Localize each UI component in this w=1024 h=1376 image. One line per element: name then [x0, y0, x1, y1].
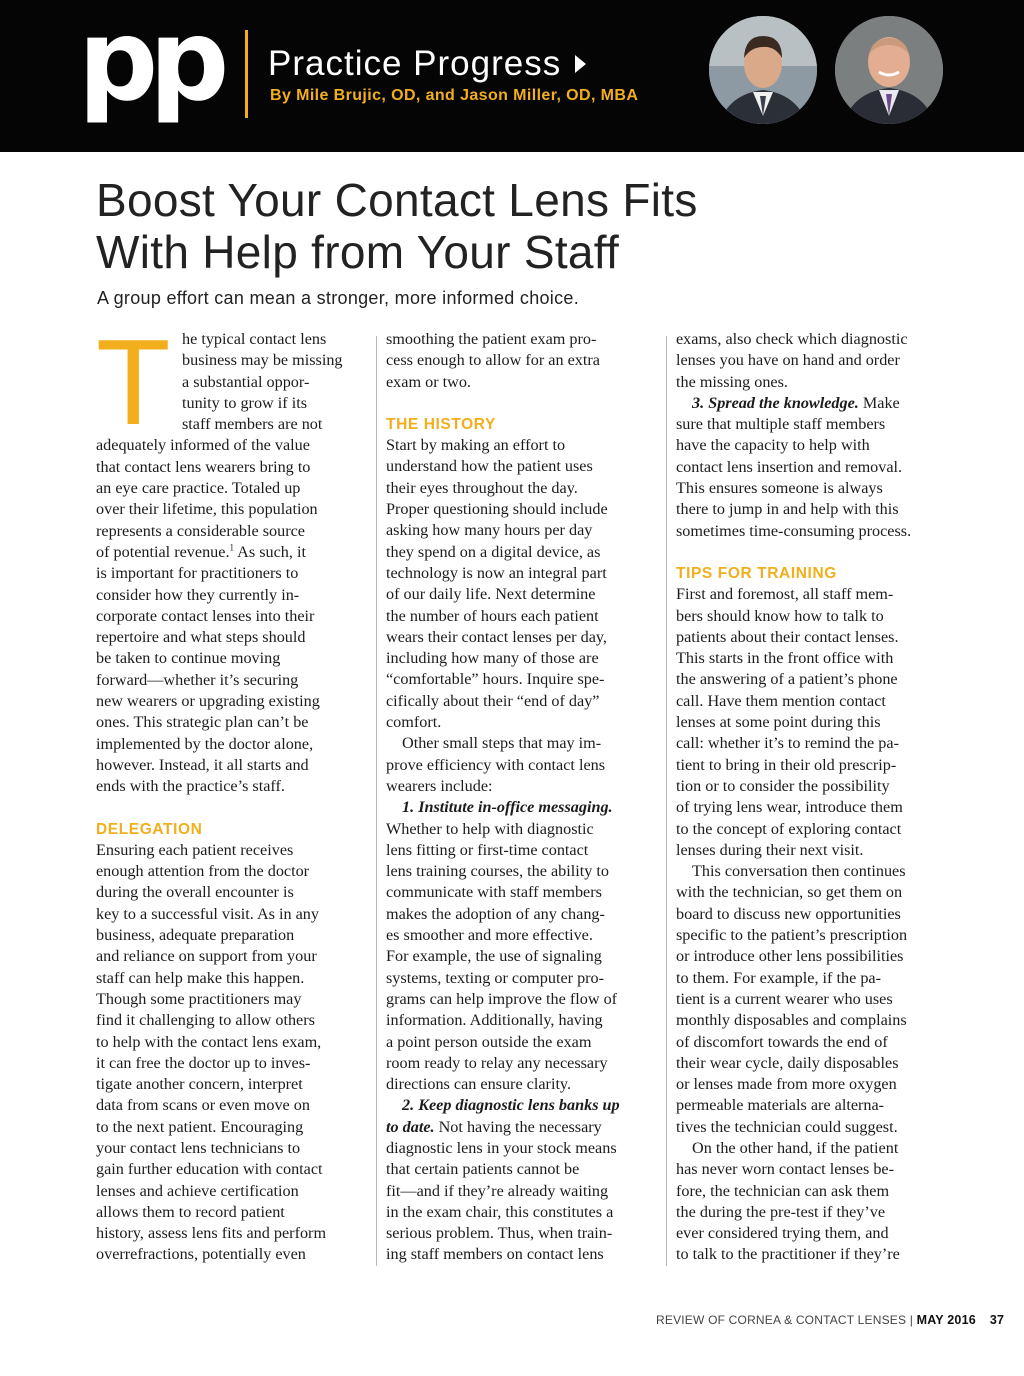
text-line: Start by making an effort to: [386, 436, 566, 455]
text-line: the answering of a patient’s phone: [676, 670, 898, 689]
text-line: to help with the contact lens exam,: [96, 1032, 322, 1051]
text-line: makes the adoption of any chang-: [386, 904, 605, 923]
text-line: information. Additionally, having: [386, 1011, 603, 1030]
text-line: lenses and achieve certification: [96, 1181, 299, 1200]
author-photo-2: [835, 16, 943, 124]
text-line: specific to the patient’s prescription: [676, 926, 908, 945]
text-line: board to discuss new opportunities: [676, 904, 901, 923]
text-line: comfort.: [386, 713, 442, 732]
text-line: staff can help make this happen.: [96, 968, 305, 987]
text-line: their eyes throughout the day.: [386, 478, 578, 497]
byline: By Mile Brujic, OD, and Jason Miller, OD, MBA: [270, 87, 639, 104]
triangle-right-icon: [575, 55, 586, 73]
text-line: lenses at some point during this: [676, 713, 881, 732]
text-line: of trying lens wear, introduce them: [676, 798, 903, 817]
text-line: room ready to relay any necessary: [386, 1053, 608, 1072]
text-line: smoothing the patient exam pro-: [386, 330, 597, 348]
text-line: patients about their contact lenses.: [676, 627, 899, 646]
text-line: ever considered trying them, and: [676, 1224, 889, 1243]
text-line: or introduce other lens possibilities: [676, 947, 904, 966]
text-line: staff members are not: [182, 415, 323, 434]
footnote-marker: 1: [229, 542, 234, 553]
text-line: “comfortable” hours. Inquire spe-: [386, 670, 605, 689]
text-line: [676, 393, 948, 414]
column-divider: [666, 336, 667, 1266]
text-line: a point person outside the exam: [386, 1032, 592, 1051]
text-line: repertoire and what steps should: [96, 628, 306, 647]
text-line: to the concept of exploring contact: [676, 819, 902, 838]
text-line: and reliance on support from your: [96, 947, 317, 966]
list-item-title-2-end: to date.: [386, 1117, 435, 1136]
page-number: 37: [989, 1313, 1005, 1327]
text-line: implemented by the doctor alone,: [96, 734, 314, 753]
text-line: adequately informed of the value: [96, 436, 310, 455]
body-column-3: [676, 329, 948, 1266]
issue-date: MAY 2016: [916, 1313, 976, 1327]
text-line: This starts in the front office with: [676, 649, 894, 668]
text-line: tunity to grow if its: [182, 393, 308, 412]
text-line: their wear cycle, daily disposables: [676, 1053, 899, 1072]
text-line: [96, 542, 368, 563]
text-line: including how many of those are: [386, 649, 599, 668]
text-line: This conversation then continues: [692, 862, 906, 881]
text-line: gain further education with contact: [96, 1160, 323, 1179]
text-line: diagnostic lens in your stock means: [386, 1138, 617, 1157]
text-line: data from scans or even move on: [96, 1096, 310, 1115]
text-line: forward—whether it’s securing: [96, 670, 299, 689]
text-line: bers should know how to talk to: [676, 606, 884, 625]
text-line: corporate contact lenses into their: [96, 606, 315, 625]
department-header: [0, 0, 1024, 152]
text-line: to talk to the practitioner if they’re: [676, 1245, 900, 1264]
text-line: Whether to help with diagnostic: [386, 819, 594, 838]
text-line: sure that multiple staff members: [676, 415, 886, 434]
drop-cap: T: [96, 314, 171, 450]
headline-line-1: Boost Your Contact Lens Fits: [96, 174, 698, 226]
text-line: to them. For example, if the pa-: [676, 968, 881, 987]
text-line: call: whether it’s to remind the pa-: [676, 734, 899, 753]
text-line: monthly disposables and complains: [676, 1011, 907, 1030]
text-line: This ensures someone is always: [676, 479, 883, 498]
text-line: contact lens insertion and removal.: [676, 457, 903, 476]
list-item-title-2: 2. Keep diagnostic lens banks up: [402, 1096, 620, 1115]
page-footer: [656, 1313, 1004, 1327]
text-line: understand how the patient uses: [386, 457, 593, 476]
text-line: history, assess lens fits and perform: [96, 1224, 327, 1243]
text-line: that certain patients cannot be: [386, 1160, 580, 1179]
column-divider: [376, 336, 377, 1266]
text-line: directions can ensure clarity.: [386, 1075, 572, 1094]
text-line: fore, the technician can ask them: [676, 1181, 890, 1200]
text-line: exams, also check which diagnostic: [676, 330, 908, 348]
text-line: tives the technician could suggest.: [676, 1117, 898, 1136]
text-line: exam or two.: [386, 372, 471, 391]
publication-name: REVIEW OF CORNEA & CONTACT LENSES |: [656, 1313, 917, 1327]
text-line: business may be missing: [182, 351, 343, 370]
text-line: On the other hand, if the patient: [692, 1138, 899, 1157]
text-line: ing staff members on contact lens: [386, 1245, 604, 1264]
text-line: key to a successful visit. As in any: [96, 904, 319, 923]
text-line: allows them to record patient: [96, 1202, 285, 1221]
section-heading-delegation: DELEGATION: [96, 820, 203, 838]
text-line: cess enough to allow for an extra: [386, 351, 600, 370]
text-line: cifically about their “end of day”: [386, 691, 600, 710]
text-line: of discomfort towards the end of: [676, 1032, 888, 1051]
text-line: lens training courses, the ability to: [386, 862, 609, 881]
text-line: enough attention from the doctor: [96, 862, 310, 881]
text-line: permeable materials are alterna-: [676, 1096, 885, 1115]
article-headline: [96, 174, 956, 278]
text-line: For example, the use of signaling: [386, 947, 602, 966]
text-line: with the technician, so get them on: [676, 883, 903, 902]
text-line: asking how many hours per day: [386, 521, 593, 540]
text-line: they spend on a digital device, as: [386, 542, 601, 561]
text-line: find it challenging to allow others: [96, 1011, 315, 1030]
text-line: fit—and if they’re already waiting: [386, 1181, 609, 1200]
body-column-2: [386, 329, 658, 1266]
text-line: ends with the practice’s staff.: [96, 777, 285, 796]
text-line: tient to bring in their old prescrip-: [676, 755, 897, 774]
text-line: business, adequate preparation: [96, 926, 295, 945]
department-name: Practice Progress: [268, 44, 562, 83]
text-line: that contact lens wearers bring to: [96, 457, 311, 476]
author-photo-1: [709, 16, 817, 124]
list-item-text: Make: [858, 393, 900, 412]
list-item-title-1: 1. Institute in-office messaging.: [402, 798, 613, 817]
text-line: lenses you have on hand and order: [676, 351, 900, 370]
text-line: tient is a current wearer who uses: [676, 989, 893, 1008]
text-line: in the exam chair, this constitutes a: [386, 1202, 614, 1221]
text-line: wearers include:: [386, 776, 493, 795]
text-line: the missing ones.: [676, 372, 788, 391]
department-logo: pp: [78, 0, 221, 126]
revenue-text: of potential revenue.: [96, 542, 230, 561]
text-line: new wearers or upgrading existing: [96, 692, 320, 711]
text-line: of our daily life. Next determine: [386, 585, 596, 604]
text-line: prove efficiency with contact lens: [386, 755, 606, 774]
text-line: grams can help improve the flow of: [386, 989, 618, 1008]
text-line: it can free the doctor up to inves-: [96, 1053, 311, 1072]
text-line: the during the pre-test if they’ve: [676, 1202, 886, 1221]
text-line: ones. This strategic plan can’t be: [96, 713, 309, 732]
text-line: an eye care practice. Totaled up: [96, 479, 301, 498]
text-line: [386, 1117, 658, 1138]
text-line: Proper questioning should include: [386, 500, 608, 519]
section-heading-history: THE HISTORY: [386, 415, 496, 433]
text-line: lens fitting or first-time contact: [386, 840, 589, 859]
text-line: systems, texting or computer pro-: [386, 968, 605, 987]
text-line: is important for practitioners to: [96, 564, 299, 583]
list-item-text: Not having the necessary: [434, 1117, 602, 1136]
text-line: tigate another concern, interpret: [96, 1075, 303, 1094]
text-line: Though some practitioners may: [96, 989, 302, 1008]
text-line: a substantial oppor-: [182, 372, 310, 391]
text-line: your contact lens technicians to: [96, 1138, 301, 1157]
department-title: [268, 44, 586, 84]
text-line: he typical contact lens: [182, 330, 327, 348]
text-line: tion or to consider the possibility: [676, 776, 890, 795]
text-line: consider how they currently in-: [96, 585, 300, 604]
text-line: represents a considerable source: [96, 521, 305, 540]
text-line: lenses during their next visit.: [676, 840, 864, 859]
text-line: es smoother and more effective.: [386, 926, 593, 945]
text-line: call. Have them mention contact: [676, 691, 886, 710]
text-line: technology is now an integral part: [386, 563, 607, 582]
list-item-title-3: 3. Spread the knowledge.: [692, 393, 859, 412]
text-line: First and foremost, all staff mem-: [676, 585, 894, 604]
body-column-1: [96, 314, 368, 1266]
text-line: sometimes time-consuming process.: [676, 521, 912, 540]
revenue-text-tail: As such, it: [234, 542, 306, 561]
text-line: communicate with staff members: [386, 883, 602, 902]
text-line: Other small steps that may im-: [402, 734, 602, 753]
text-line: to the next patient. Encouraging: [96, 1117, 304, 1136]
text-line: during the overall encounter is: [96, 883, 294, 902]
text-line: wears their contact lenses per day,: [386, 627, 607, 646]
section-heading-training: TIPS FOR TRAINING: [676, 564, 837, 582]
article-deck: A group effort can mean a stronger, more informed choice.: [97, 288, 580, 308]
text-line: have the capacity to help with: [676, 436, 870, 455]
text-line: serious problem. Thus, when train-: [386, 1224, 613, 1243]
text-line: overrefractions, potentially even: [96, 1245, 306, 1264]
text-line: there to jump in and help with this: [676, 500, 899, 519]
text-line: be taken to continue moving: [96, 649, 281, 668]
headline-line-2: With Help from Your Staff: [96, 226, 620, 278]
text-line: over their lifetime, this population: [96, 500, 318, 519]
text-line: the number of hours each patient: [386, 606, 599, 625]
text-line: or lenses made from more oxygen: [676, 1075, 897, 1094]
text-line: however. Instead, it all starts and: [96, 755, 309, 774]
text-line: has never worn contact lenses be-: [676, 1160, 894, 1179]
text-line: Ensuring each patient receives: [96, 840, 294, 859]
header-divider: [245, 30, 248, 118]
